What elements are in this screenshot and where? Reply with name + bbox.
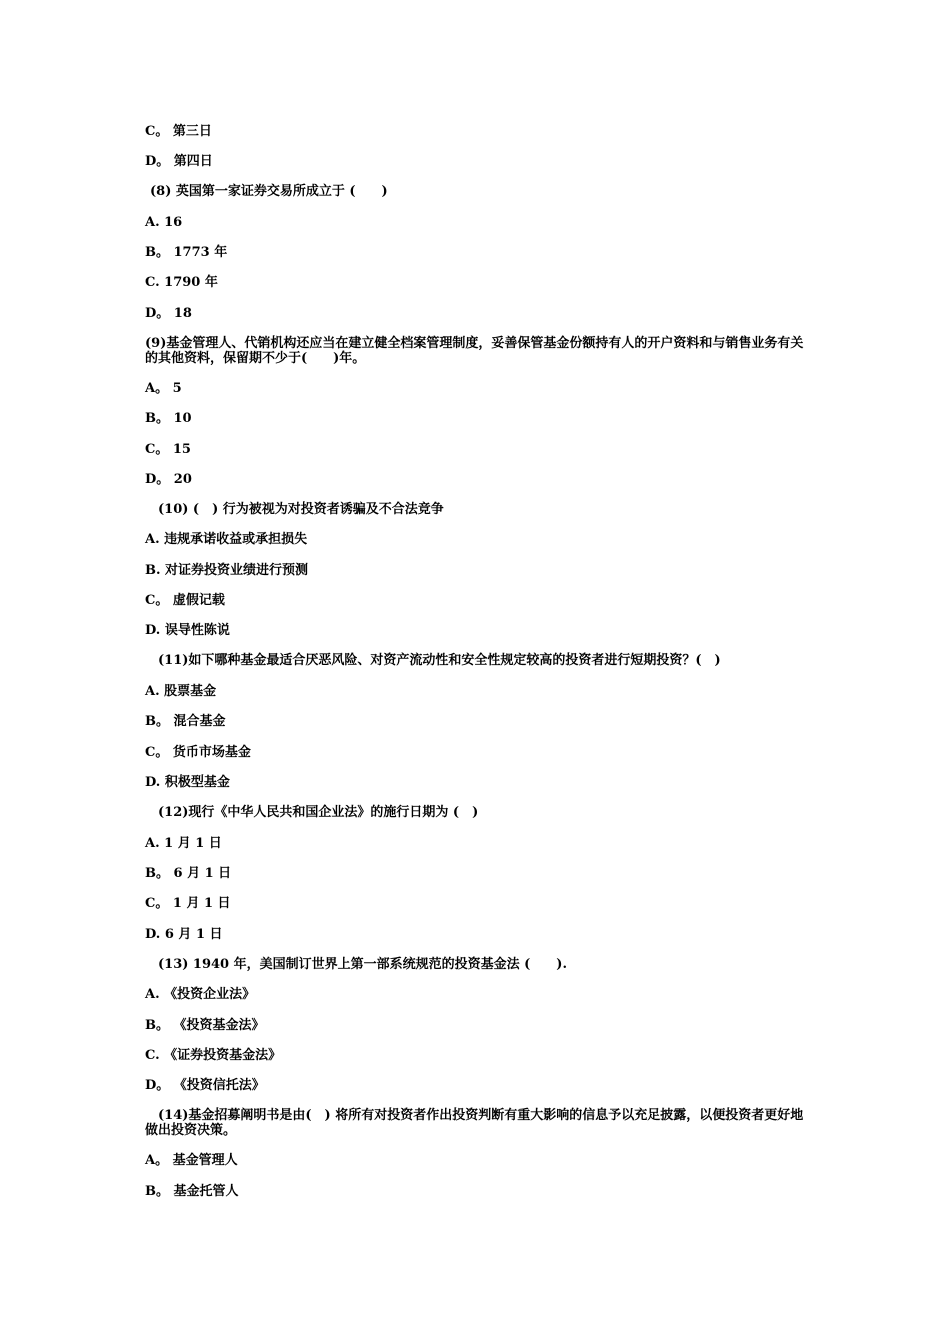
option-line: C。 15: [145, 442, 191, 457]
option-line: A。 基金管理人: [145, 1153, 238, 1168]
option-line: B。 1773 年: [145, 245, 228, 260]
question-paragraph: (9)基金管理人、代销机构还应当在建立健全档案管理制度，妥善保管基金份额持有人的开户资料和与销售业务有关的其他资料，保留期不少于( )年。: [145, 336, 804, 366]
option-line: B。 10: [145, 411, 192, 426]
option-line: B。 6 月 1 日: [145, 866, 232, 881]
option-line: A. 违规承诺收益或承担损失: [145, 532, 308, 547]
option-line: C。 第三日: [145, 124, 212, 139]
option-line: A. 《投资企业法》: [145, 987, 256, 1002]
option-line: B。 基金托管人: [145, 1184, 239, 1199]
question-line: (8) 英国第一家证券交易所成立于 ( ): [150, 184, 388, 199]
option-line: C. 1790 年: [145, 275, 218, 290]
option-line: D。 18: [145, 306, 192, 321]
option-line: A。 5: [145, 381, 182, 396]
option-line: D. 误导性陈说: [145, 623, 230, 638]
option-line: C。 1 月 1 日: [145, 896, 231, 911]
option-line: C. 《证券投资基金法》: [145, 1048, 282, 1063]
option-line: B. 对证券投资业绩进行预测: [145, 563, 309, 578]
option-line: B。 《投资基金法》: [145, 1018, 265, 1033]
option-line: A. 16: [145, 215, 183, 230]
question-line: (12)现行《中华人民共和国企业法》的施行日期为 ( ): [158, 805, 479, 820]
option-line: D。 《投资信托法》: [145, 1078, 265, 1093]
option-line: C。 虚假记载: [145, 593, 225, 608]
option-line: D. 6 月 1 日: [145, 927, 223, 942]
option-line: A. 股票基金: [145, 684, 217, 699]
question-line: (13) 1940 年，美国制订世界上第一部系统规范的投资基金法 ( ).: [158, 957, 567, 972]
option-line: D。 第四日: [145, 154, 213, 169]
question-line: (10) ( ) 行为被视为对投资者诱骗及不合法竞争: [158, 502, 444, 517]
option-line: A. 1 月 1 日: [145, 836, 222, 851]
option-line: B。 混合基金: [145, 714, 226, 729]
option-line: D。 20: [145, 472, 192, 487]
question-line: (11)如下哪种基金最适合厌恶风险、对资产流动性和安全性规定较高的投资者进行短期投资？( ): [158, 653, 721, 668]
question-paragraph: (14)基金招募阐明书是由( ) 将所有对投资者作出投资判断有重大影响的信息予以充足披露，以便投资者更好地做出投资决策。: [145, 1108, 804, 1138]
option-line: C。 货币市场基金: [145, 745, 251, 760]
option-line: D. 积极型基金: [145, 775, 230, 790]
